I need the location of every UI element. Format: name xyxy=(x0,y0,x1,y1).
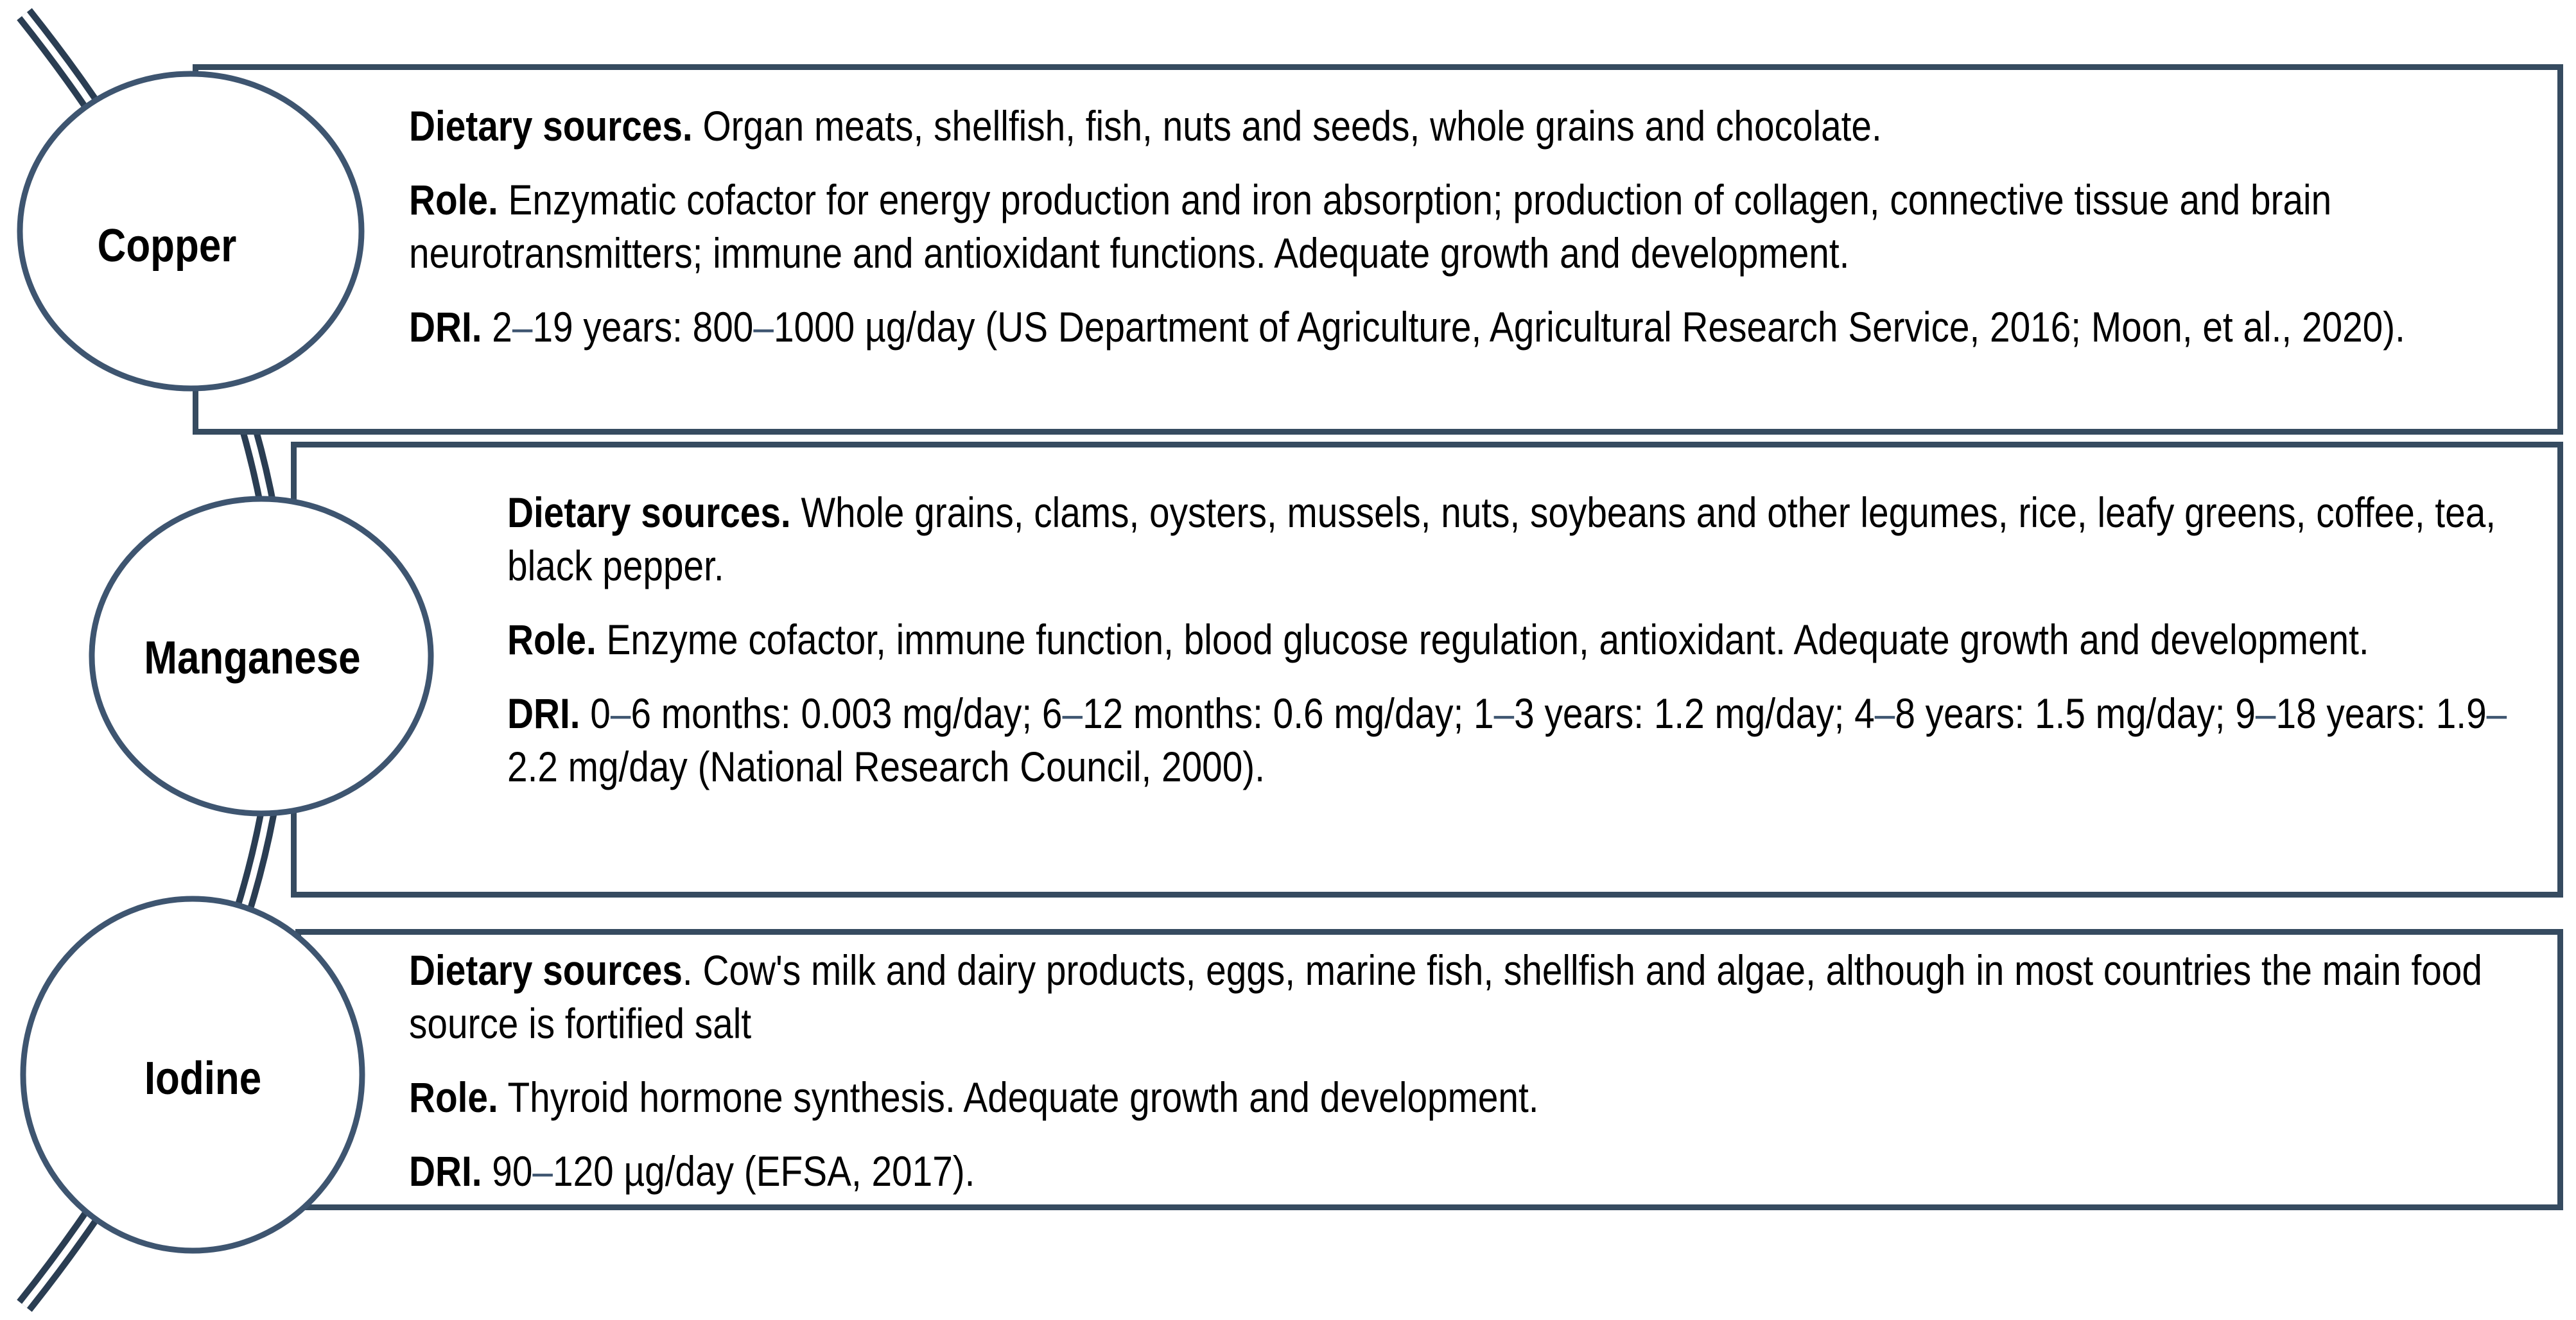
en-dash: – xyxy=(532,1147,553,1195)
en-dash: – xyxy=(512,303,533,351)
copper-dri xyxy=(409,300,2518,354)
en-dash: – xyxy=(1493,690,1515,737)
role-label: Role. xyxy=(409,1073,498,1121)
dri-label: DRI. xyxy=(409,1147,482,1195)
copper-label: Copper xyxy=(97,220,237,272)
dri-text: 18 years: 1.9 xyxy=(2276,690,2487,737)
dri-text: 90 xyxy=(482,1147,533,1195)
iodine-role xyxy=(409,1071,2518,1124)
manganese-dri xyxy=(507,687,2517,794)
dri-text: 12 months: 0.6 mg/day; 1 xyxy=(1083,690,1494,737)
copper-role xyxy=(409,173,2518,280)
role-text: Enzymatic cofactor for energy production and iron absorption; production of collagen, connective tissue and brain neurotransmitters; immune and antioxidant functions. Adequate growth and development. xyxy=(409,176,2332,277)
dietary-sources-text: . Cow's milk and dairy products, eggs, marine fish, shellfish and algae, although in most countries the main food source is fortified salt xyxy=(409,946,2482,1047)
iodine-dri xyxy=(409,1145,2518,1198)
dietary-sources-label: Dietary sources xyxy=(409,946,683,994)
dri-text: 8 years: 1.5 mg/day; 9 xyxy=(1895,690,2256,737)
dietary-sources-label: Dietary sources. xyxy=(409,102,693,150)
iodine-text xyxy=(409,944,2518,1219)
dri-text: 19 years: 800 xyxy=(532,303,754,351)
dietary-sources-label: Dietary sources. xyxy=(507,489,791,536)
manganese-text xyxy=(507,486,2517,814)
manganese-role xyxy=(507,613,2517,666)
dri-text: 0 xyxy=(580,690,611,737)
dri-text: 6 months: 0.003 mg/day; 6 xyxy=(631,690,1063,737)
manganese-dietary-sources xyxy=(507,486,2517,593)
copper-dietary-sources xyxy=(409,100,2518,153)
dri-text: 2.2 mg/day (National Research Council, 2000). xyxy=(507,743,1265,790)
role-text: Enzyme cofactor, immune function, blood glucose regulation, antioxidant. Adequate growth and development. xyxy=(596,616,2369,663)
dri-text: 120 µg/day (EFSA, 2017). xyxy=(553,1147,975,1195)
en-dash: – xyxy=(2486,690,2507,737)
manganese-label: Manganese xyxy=(144,632,361,684)
role-label: Role. xyxy=(507,616,596,663)
dietary-sources-text: Whole grains, clams, oysters, mussels, nuts, soybeans and other legumes, rice, leafy greens, coffee, tea, black pepper. xyxy=(507,489,2496,589)
dri-text: 2 xyxy=(482,303,512,351)
dri-label: DRI. xyxy=(409,303,482,351)
iodine-label: Iodine xyxy=(144,1053,262,1104)
role-text: Thyroid hormone synthesis. Adequate growth and development. xyxy=(498,1073,1539,1121)
iodine-dietary-sources xyxy=(409,944,2518,1050)
en-dash: – xyxy=(1062,690,1083,737)
role-label: Role. xyxy=(409,176,498,223)
dri-text: 3 years: 1.2 mg/day; 4 xyxy=(1514,690,1875,737)
en-dash: – xyxy=(1874,690,1895,737)
copper-text xyxy=(409,100,2518,374)
en-dash: – xyxy=(753,303,774,351)
dri-text: 1000 µg/day (US Department of Agriculture, Agricultural Research Service, 2016; Moon, et al., 2020). xyxy=(773,303,2405,351)
en-dash: – xyxy=(610,690,631,737)
dri-label: DRI. xyxy=(507,690,580,737)
dietary-sources-text: Organ meats, shellfish, fish, nuts and seeds, whole grains and chocolate. xyxy=(692,102,1882,150)
en-dash: – xyxy=(2255,690,2276,737)
